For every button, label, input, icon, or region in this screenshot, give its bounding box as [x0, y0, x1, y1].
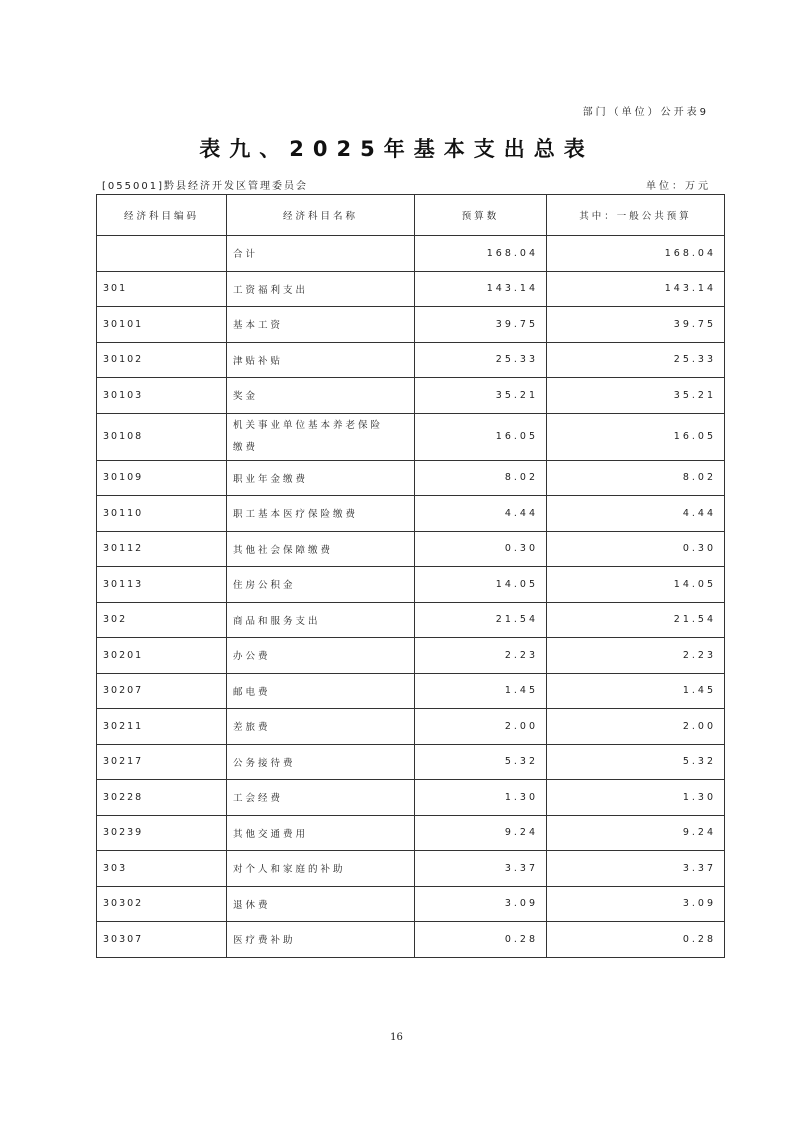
table-row: [97, 496, 725, 532]
cell-name: 工会经费: [227, 780, 415, 816]
cell-code: 30112: [97, 531, 227, 567]
table-row: [97, 638, 725, 674]
table-row: [97, 673, 725, 709]
cell-budget: 168.04: [415, 236, 547, 272]
unit-label: 单位：万元: [646, 181, 711, 192]
cell-code: 301: [97, 271, 227, 307]
cell-name: 邮电费: [227, 673, 415, 709]
cell-general-budget: 9.24: [547, 815, 725, 851]
cell-code: 30302: [97, 886, 227, 922]
table-header-row: [97, 195, 725, 236]
cell-code: 30108: [97, 413, 227, 460]
cell-general-budget: 2.23: [547, 638, 725, 674]
column-header-budget: 预算数: [415, 195, 547, 236]
cell-name: 其他社会保障缴费: [227, 531, 415, 567]
cell-name: 奖金: [227, 378, 415, 414]
table-row: [97, 780, 725, 816]
cell-name: 基本工资: [227, 307, 415, 343]
cell-general-budget: 2.00: [547, 709, 725, 745]
cell-general-budget: 35.21: [547, 378, 725, 414]
cell-general-budget: 168.04: [547, 236, 725, 272]
cell-general-budget: 39.75: [547, 307, 725, 343]
page-title: 表九、2025年基本支出总表: [199, 137, 594, 161]
cell-budget: 1.30: [415, 780, 547, 816]
cell-budget: 1.45: [415, 673, 547, 709]
cell-general-budget: 4.44: [547, 496, 725, 532]
cell-name: 商品和服务支出: [227, 602, 415, 638]
column-header-code: 经济科目编码: [97, 195, 227, 236]
table-row: [97, 460, 725, 496]
cell-code: 303: [97, 851, 227, 887]
cell-general-budget: 16.05: [547, 413, 725, 460]
cell-code: 30109: [97, 460, 227, 496]
table-body: [97, 236, 725, 958]
cell-budget: 2.00: [415, 709, 547, 745]
cell-budget: 0.28: [415, 922, 547, 958]
cell-general-budget: 5.32: [547, 744, 725, 780]
table-row: [97, 567, 725, 603]
cell-name: 合计: [227, 236, 415, 272]
cell-name: 公务接待费: [227, 744, 415, 780]
table-row: [97, 886, 725, 922]
expenditure-table: [96, 194, 725, 958]
cell-code: 30103: [97, 378, 227, 414]
cell-general-budget: 21.54: [547, 602, 725, 638]
table-row: [97, 378, 725, 414]
table-row: [97, 709, 725, 745]
cell-name: 医疗费补助: [227, 922, 415, 958]
cell-code: 30239: [97, 815, 227, 851]
cell-budget: 5.32: [415, 744, 547, 780]
cell-general-budget: 3.09: [547, 886, 725, 922]
cell-general-budget: 14.05: [547, 567, 725, 603]
cell-code: 30113: [97, 567, 227, 603]
column-header-general-budget: 其中：一般公共预算: [547, 195, 725, 236]
cell-code: 30102: [97, 342, 227, 378]
cell-code: 30217: [97, 744, 227, 780]
cell-budget: 8.02: [415, 460, 547, 496]
cell-general-budget: 25.33: [547, 342, 725, 378]
cell-name: 差旅费: [227, 709, 415, 745]
cell-general-budget: 3.37: [547, 851, 725, 887]
cell-general-budget: 8.02: [547, 460, 725, 496]
cell-budget: 3.37: [415, 851, 547, 887]
cell-code: 302: [97, 602, 227, 638]
organization-label: [055001]黔县经济开发区管理委员会: [102, 181, 308, 192]
cell-budget: 9.24: [415, 815, 547, 851]
cell-code: 30201: [97, 638, 227, 674]
cell-general-budget: 1.45: [547, 673, 725, 709]
cell-code: 30101: [97, 307, 227, 343]
table-row: [97, 922, 725, 958]
cell-name: 办公费: [227, 638, 415, 674]
cell-general-budget: 1.30: [547, 780, 725, 816]
table-row: [97, 271, 725, 307]
table-row: [97, 851, 725, 887]
cell-budget: 25.33: [415, 342, 547, 378]
cell-name: 对个人和家庭的补助: [227, 851, 415, 887]
cell-budget: 2.23: [415, 638, 547, 674]
table-row: [97, 342, 725, 378]
cell-code: 30307: [97, 922, 227, 958]
table-row: [97, 815, 725, 851]
cell-budget: 16.05: [415, 413, 547, 460]
page-number: 16: [390, 1032, 403, 1043]
cell-code: 30211: [97, 709, 227, 745]
table-row: [97, 307, 725, 343]
cell-budget: 4.44: [415, 496, 547, 532]
table-number-note: 部门（单位）公开表9: [582, 107, 709, 118]
cell-code: [97, 236, 227, 272]
table-row: [97, 236, 725, 272]
cell-general-budget: 0.30: [547, 531, 725, 567]
cell-name: 退休费: [227, 886, 415, 922]
cell-name: 职业年金缴费: [227, 460, 415, 496]
cell-general-budget: 143.14: [547, 271, 725, 307]
cell-budget: 3.09: [415, 886, 547, 922]
column-header-name: 经济科目名称: [227, 195, 415, 236]
cell-general-budget: 0.28: [547, 922, 725, 958]
cell-budget: 35.21: [415, 378, 547, 414]
cell-budget: 143.14: [415, 271, 547, 307]
cell-name: 其他交通费用: [227, 815, 415, 851]
table-row: [97, 744, 725, 780]
cell-name: 职工基本医疗保险缴费: [227, 496, 415, 532]
cell-budget: 21.54: [415, 602, 547, 638]
cell-name: 机关事业单位基本养老保险缴费: [227, 413, 415, 460]
table-row: [97, 531, 725, 567]
cell-name: 住房公积金: [227, 567, 415, 603]
cell-code: 30228: [97, 780, 227, 816]
cell-budget: 14.05: [415, 567, 547, 603]
cell-budget: 0.30: [415, 531, 547, 567]
table-row: [97, 413, 725, 460]
cell-code: 30207: [97, 673, 227, 709]
cell-budget: 39.75: [415, 307, 547, 343]
table-row: [97, 602, 725, 638]
cell-name: 工资福利支出: [227, 271, 415, 307]
cell-name: 津贴补贴: [227, 342, 415, 378]
cell-code: 30110: [97, 496, 227, 532]
